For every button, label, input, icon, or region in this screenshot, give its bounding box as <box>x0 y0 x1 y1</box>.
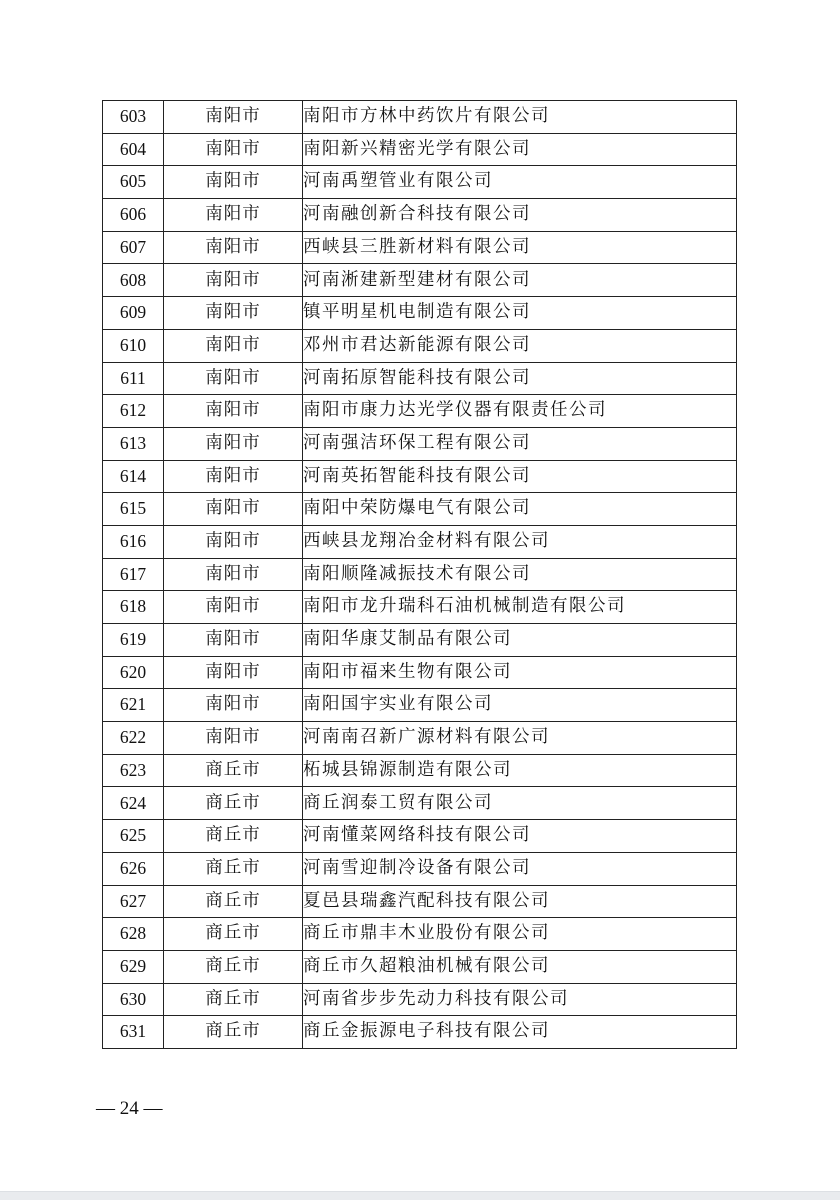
company-name-cell: 柘城县锦源制造有限公司 <box>303 754 737 787</box>
city-cell: 商丘市 <box>164 754 303 787</box>
table-row <box>103 395 737 428</box>
row-number-cell: 603 <box>103 101 164 134</box>
city-cell: 南阳市 <box>164 427 303 460</box>
city-cell: 南阳市 <box>164 525 303 558</box>
company-name-cell: 河南雪迎制冷设备有限公司 <box>303 852 737 885</box>
city-cell: 南阳市 <box>164 558 303 591</box>
city-cell: 南阳市 <box>164 199 303 232</box>
row-number-cell: 611 <box>103 362 164 395</box>
row-number-cell: 614 <box>103 460 164 493</box>
company-name-cell: 邓州市君达新能源有限公司 <box>303 329 737 362</box>
row-number-cell: 607 <box>103 231 164 264</box>
viewer-bottom-edge <box>0 1191 840 1200</box>
page-number: — 24 — <box>96 1098 163 1119</box>
table-row <box>103 362 737 395</box>
city-cell: 南阳市 <box>164 689 303 722</box>
table-row <box>103 525 737 558</box>
company-name-cell: 南阳市方林中药饮片有限公司 <box>303 101 737 134</box>
company-name-cell: 河南融创新合科技有限公司 <box>303 199 737 232</box>
table-row <box>103 885 737 918</box>
company-name-cell: 河南拓原智能科技有限公司 <box>303 362 737 395</box>
city-cell: 南阳市 <box>164 362 303 395</box>
company-name-cell: 南阳市福来生物有限公司 <box>303 656 737 689</box>
row-number-cell: 616 <box>103 525 164 558</box>
table-row <box>103 460 737 493</box>
company-name-cell: 南阳新兴精密光学有限公司 <box>303 133 737 166</box>
city-cell: 南阳市 <box>164 395 303 428</box>
company-name-cell: 河南南召新广源材料有限公司 <box>303 722 737 755</box>
city-cell: 南阳市 <box>164 329 303 362</box>
company-name-cell: 镇平明星机电制造有限公司 <box>303 297 737 330</box>
table-row <box>103 950 737 983</box>
city-cell: 南阳市 <box>164 133 303 166</box>
company-name-cell: 商丘市久超粮油机械有限公司 <box>303 950 737 983</box>
city-cell: 商丘市 <box>164 852 303 885</box>
company-name-cell: 河南英拓智能科技有限公司 <box>303 460 737 493</box>
table-row <box>103 329 737 362</box>
row-number-cell: 631 <box>103 1016 164 1049</box>
row-number-cell: 620 <box>103 656 164 689</box>
table-row <box>103 754 737 787</box>
table-row <box>103 852 737 885</box>
table-row <box>103 199 737 232</box>
row-number-cell: 610 <box>103 329 164 362</box>
row-number-cell: 625 <box>103 820 164 853</box>
company-name-cell: 南阳市康力达光学仪器有限责任公司 <box>303 395 737 428</box>
row-number-cell: 622 <box>103 722 164 755</box>
city-cell: 商丘市 <box>164 1016 303 1049</box>
row-number-cell: 605 <box>103 166 164 199</box>
table-row <box>103 624 737 657</box>
table-row <box>103 231 737 264</box>
row-number-cell: 608 <box>103 264 164 297</box>
city-cell: 南阳市 <box>164 656 303 689</box>
city-cell: 南阳市 <box>164 493 303 526</box>
row-number-cell: 624 <box>103 787 164 820</box>
table-row <box>103 166 737 199</box>
table-row <box>103 820 737 853</box>
city-cell: 南阳市 <box>164 722 303 755</box>
row-number-cell: 613 <box>103 427 164 460</box>
row-number-cell: 604 <box>103 133 164 166</box>
row-number-cell: 626 <box>103 852 164 885</box>
company-name-cell: 西峡县三胜新材料有限公司 <box>303 231 737 264</box>
table-row <box>103 427 737 460</box>
row-number-cell: 627 <box>103 885 164 918</box>
city-cell: 商丘市 <box>164 820 303 853</box>
table-row <box>103 689 737 722</box>
city-cell: 南阳市 <box>164 264 303 297</box>
row-number-cell: 623 <box>103 754 164 787</box>
table-row <box>103 722 737 755</box>
company-name-cell: 商丘金振源电子科技有限公司 <box>303 1016 737 1049</box>
table-row <box>103 133 737 166</box>
city-cell: 商丘市 <box>164 885 303 918</box>
table-row <box>103 918 737 951</box>
company-name-cell: 南阳华康艾制品有限公司 <box>303 624 737 657</box>
row-number-cell: 629 <box>103 950 164 983</box>
row-number-cell: 630 <box>103 983 164 1016</box>
company-name-cell: 商丘市鼎丰木业股份有限公司 <box>303 918 737 951</box>
row-number-cell: 615 <box>103 493 164 526</box>
row-number-cell: 618 <box>103 591 164 624</box>
table-row <box>103 558 737 591</box>
company-name-cell: 河南省步步先动力科技有限公司 <box>303 983 737 1016</box>
row-number-cell: 606 <box>103 199 164 232</box>
city-cell: 南阳市 <box>164 231 303 264</box>
city-cell: 南阳市 <box>164 166 303 199</box>
city-cell: 商丘市 <box>164 918 303 951</box>
table-row <box>103 787 737 820</box>
row-number-cell: 621 <box>103 689 164 722</box>
city-cell: 商丘市 <box>164 950 303 983</box>
company-name-cell: 夏邑县瑞鑫汽配科技有限公司 <box>303 885 737 918</box>
company-name-cell: 南阳市龙升瑞科石油机械制造有限公司 <box>303 591 737 624</box>
company-name-cell: 河南懂菜网络科技有限公司 <box>303 820 737 853</box>
company-name-cell: 河南禹塑管业有限公司 <box>303 166 737 199</box>
company-name-cell: 河南淅建新型建材有限公司 <box>303 264 737 297</box>
row-number-cell: 609 <box>103 297 164 330</box>
table-row <box>103 101 737 134</box>
city-cell: 南阳市 <box>164 624 303 657</box>
company-list-body <box>103 101 737 1049</box>
row-number-cell: 619 <box>103 624 164 657</box>
company-name-cell: 商丘润泰工贸有限公司 <box>303 787 737 820</box>
table-row <box>103 983 737 1016</box>
city-cell: 商丘市 <box>164 787 303 820</box>
city-cell: 南阳市 <box>164 591 303 624</box>
city-cell: 南阳市 <box>164 460 303 493</box>
company-name-cell: 河南强洁环保工程有限公司 <box>303 427 737 460</box>
table-row <box>103 1016 737 1049</box>
row-number-cell: 628 <box>103 918 164 951</box>
row-number-cell: 617 <box>103 558 164 591</box>
company-list-table <box>102 100 737 1049</box>
table-row <box>103 297 737 330</box>
table-row <box>103 493 737 526</box>
table-row <box>103 656 737 689</box>
company-name-cell: 南阳顺隆减振技术有限公司 <box>303 558 737 591</box>
city-cell: 商丘市 <box>164 983 303 1016</box>
city-cell: 南阳市 <box>164 297 303 330</box>
table-row <box>103 264 737 297</box>
company-name-cell: 西峡县龙翔冶金材料有限公司 <box>303 525 737 558</box>
company-name-cell: 南阳国宇实业有限公司 <box>303 689 737 722</box>
row-number-cell: 612 <box>103 395 164 428</box>
city-cell: 南阳市 <box>164 101 303 134</box>
table-row <box>103 591 737 624</box>
company-name-cell: 南阳中荣防爆电气有限公司 <box>303 493 737 526</box>
